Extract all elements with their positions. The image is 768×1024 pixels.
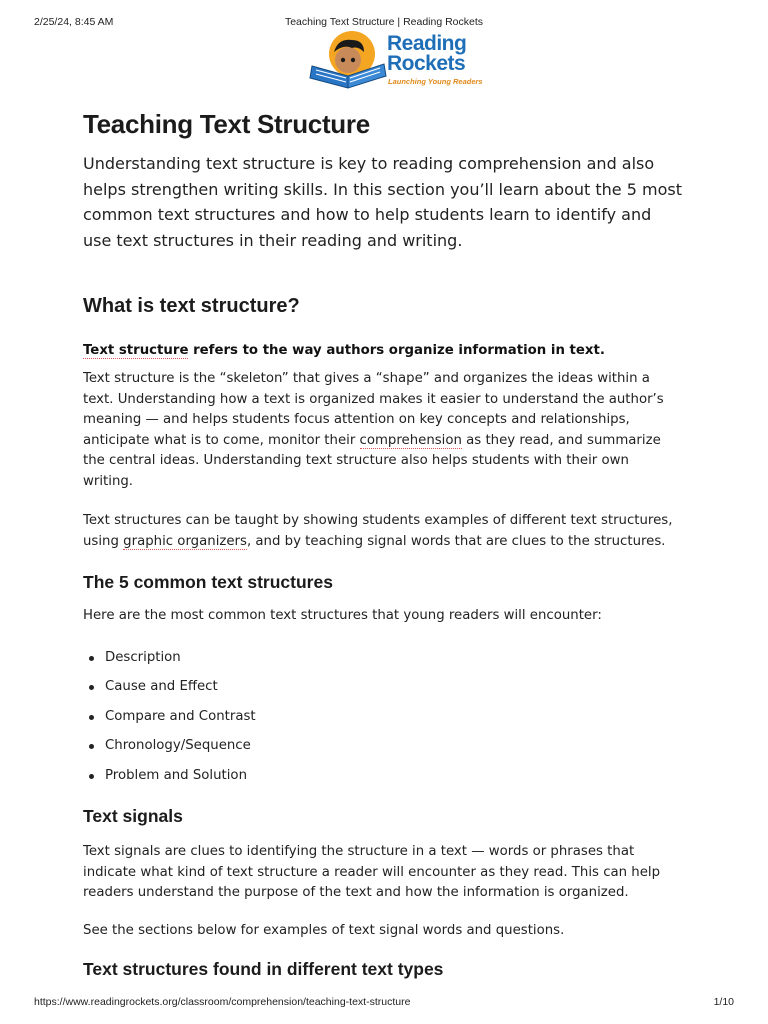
print-page-number: 1/10 [713, 996, 734, 1008]
list-item: Cause and Effect [83, 672, 683, 702]
text-signals-paragraph: Text signals are clues to identifying the structure in a text — words or phrases that indicate what kind of text structure a reader will encounter as they read. This can help readers understand the purpose of the text and how the information is organized. [83, 844, 661, 900]
print-url: https://www.readingrockets.org/classroom/comprehension/teaching-text-structure [34, 996, 411, 1008]
print-footer [34, 996, 734, 1010]
list-item: Description [83, 643, 683, 673]
definition-lead-text: refers to the way authors organize information in text. [188, 343, 605, 358]
print-datetime: 2/25/24, 8:45 AM [34, 16, 114, 28]
brand-tagline: Launching Young Readers [388, 77, 483, 86]
list-item: Compare and Contrast [83, 702, 683, 732]
brand-wordmark [387, 34, 466, 74]
print-page-title: Teaching Text Structure | Reading Rockets [284, 16, 484, 28]
structures-list [83, 643, 683, 791]
reader-mascot-icon [308, 30, 388, 92]
article-content [83, 107, 683, 981]
brand-line-2: Rockets [387, 52, 466, 75]
section-heading-what-is: What is text structure? [83, 295, 300, 317]
print-header [34, 16, 734, 30]
section-heading-text-signals: Text signals [83, 806, 183, 826]
intro-paragraph: Understanding text structure is key to reading comprehension and also helps strengthen writing skills. In this section you’ll learn about the 5 most common text structures and how to help students learn to identify and use text structures in their reading and writing. [83, 154, 682, 250]
list-item: Problem and Solution [83, 761, 683, 791]
teaching-paragraph [83, 511, 683, 552]
page-title: Teaching Text Structure [83, 109, 370, 139]
structures-intro: Here are the most common text structures that young readers will encounter: [83, 608, 602, 623]
list-item: Chronology/Sequence [83, 731, 683, 761]
skeleton-paragraph [83, 369, 683, 492]
definition-lead [83, 341, 683, 361]
section-heading-text-types: Text structures found in different text types [83, 959, 444, 979]
glossary-term-comprehension[interactable]: comprehension [359, 432, 462, 448]
skeleton-text-end: as they read, and summarize the central ideas. Understanding text structure also helps students with their own writing. [83, 432, 661, 489]
skeleton-text-start: Text structure is the “skeleton” that gives a “shape” and organizes the ideas within a text. Understanding how a text is organized makes it easier to understand the author’s meaning — and helps students focus attention on key concepts and relationships, anticipate what is to come, monitor their [83, 371, 664, 448]
text-signals-note: See the sections below for examples of text signal words and questions. [83, 922, 565, 938]
glossary-term-graphic-organizers[interactable]: graphic organizers [123, 533, 247, 549]
teaching-text-end: , and by teaching signal words that are clues to the structures. [246, 533, 666, 549]
section-heading-five-structures: The 5 common text structures [83, 572, 333, 592]
reading-rockets-logo[interactable] [308, 30, 488, 92]
brand-line-1: Reading [387, 32, 467, 55]
glossary-term-text-structure[interactable]: Text structure [83, 343, 189, 358]
teaching-text-start: Text structures can be taught by showing students examples of different text structures, using [83, 513, 673, 549]
